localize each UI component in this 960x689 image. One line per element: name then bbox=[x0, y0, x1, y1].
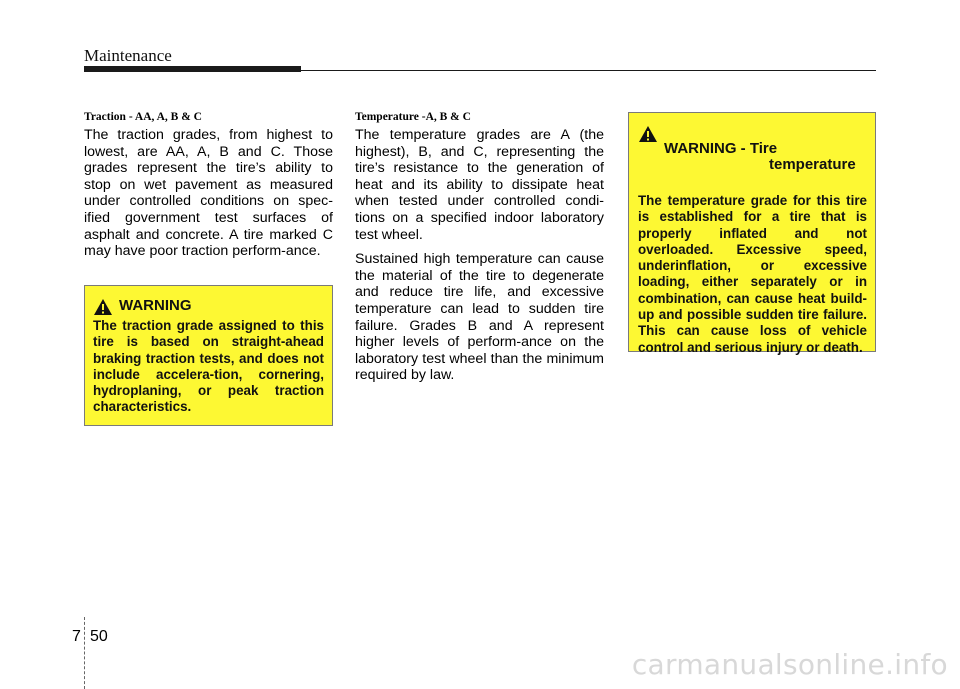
traction-paragraph: The traction grades, from highest to lowest, are AA, A, B and C. Those grades represent the tire’s ability to stop on wet pavement as measured under controlled conditions on spec-ified government test surfaces of asphalt and concrete. A tire marked C may have poor traction perform-ance. bbox=[84, 127, 333, 260]
temperature-heading: Temperature -A, B & C bbox=[355, 111, 471, 123]
warning-title-line-2: temperature bbox=[769, 156, 856, 173]
temperature-paragraph-1: The temperature grades are A (the highest), B, and C, representing the tire’s resistance to the generation of heat and its ability to dissipate heat when tested under controlled condi-tions on a specified indoor laboratory test wheel. bbox=[355, 127, 604, 243]
warning-text: The traction grade assigned to this tire is based on straight-ahead braking traction tests, and does not include accelera-tion, cornering, hydroplaning, or peak traction characteristics. bbox=[93, 318, 324, 415]
warning-text: The temperature grade for this tire is established for a tire that is properly inflated and not overloaded. Excessive speed, underinflation, or excessive loading, either separately or in combination, can cause heat build-up and possible sudden tire failure. This can cause loss of vehicle control and serious injury or death. bbox=[638, 193, 867, 355]
page-number: 50 bbox=[90, 628, 108, 645]
warning-title: WARNING bbox=[119, 297, 192, 314]
header-bar-thick bbox=[84, 66, 301, 72]
page-divider bbox=[84, 617, 85, 689]
middle-column bbox=[355, 111, 604, 392]
traction-heading: Traction - AA, A, B & C bbox=[84, 111, 202, 123]
temperature-paragraph-2: Sustained high temperature can cause the material of the tire to degenerate and reduce tire life, and excessive temperature can lead to sudden tire failure. Grades B and A represent higher levels of perform-ance on the laboratory test wheel than the minimum required by law. bbox=[355, 251, 604, 384]
warning-title bbox=[664, 125, 856, 189]
traction-warning-box bbox=[84, 285, 333, 426]
left-column bbox=[84, 111, 333, 268]
page-header-title: Maintenance bbox=[84, 46, 172, 65]
temperature-warning-box bbox=[628, 112, 876, 355]
warning-title-line-1: WARNING - Tire bbox=[664, 140, 778, 157]
warning-triangle-icon bbox=[93, 298, 113, 316]
warning-triangle-icon bbox=[638, 125, 658, 143]
header-rule bbox=[301, 70, 876, 71]
warning-header bbox=[638, 125, 867, 189]
warning-header bbox=[93, 298, 324, 316]
watermark: carmanualsonline.info bbox=[631, 648, 948, 681]
chapter-number: 7 bbox=[72, 628, 81, 645]
